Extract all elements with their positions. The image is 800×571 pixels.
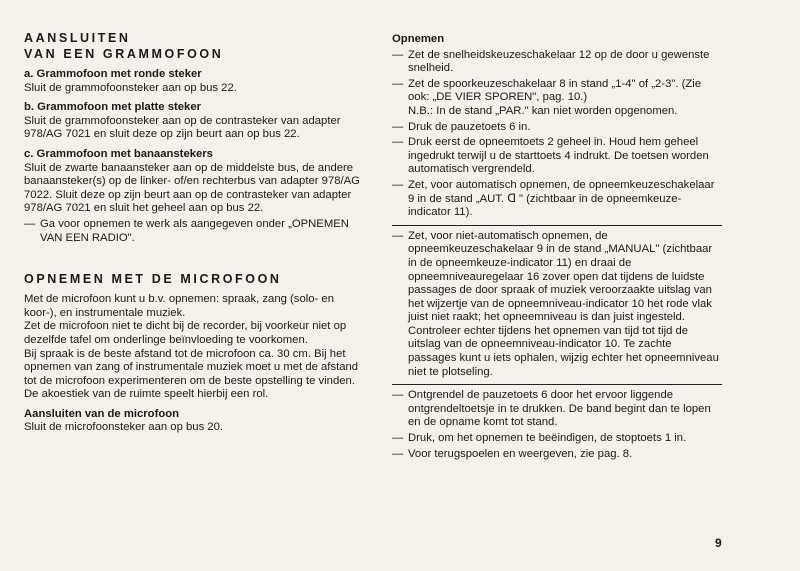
paragraph-b: Sluit de grammofoonsteker aan op de contrasteker van adapter 978/AG 7021 en sluit deze op zijn beurt aan op bus 22. [24,114,341,141]
bullet-radio [24,218,364,245]
divider-1 [392,225,722,226]
dash: — [392,447,404,460]
dash: — [392,389,404,402]
right-column [392,33,722,461]
paragraph-mic-4: Sluit de microfoonsteker aan op bus 20. [24,421,224,434]
left-column [24,30,364,435]
dash: — [392,77,404,90]
bullet-text: Ga voor opnemen te werk als aangegeven onder „OPNEMEN VAN EEN RADIO". [40,217,349,244]
bullet-8 [392,432,722,446]
subheading-mic: Aansluiten van de microfoon [24,407,180,420]
paragraph-mic-3: Bij spraak is de beste afstand tot de microfoon ca. 30 cm. Bij het opnemen van zang of instrumentale muziek moet u met de afstand tot de microfoon experimenteren om de beste opstelling te vinden. De akoestiek van de ruimte speelt hierbij een rol. [24,347,359,401]
bullet-text: Druk eerst de opneemtoets 2 geheel in. Houd hem geheel ingedrukt terwijl u de starttoets 4 indrukt. De toetsen worden automatisch vergrendeld. [408,136,709,176]
bullet-6 [392,230,722,380]
dash: — [392,136,404,149]
dash: — [24,217,36,230]
dash: — [392,432,404,445]
bullet-5 [392,179,722,220]
paragraph-c: Sluit de zwarte banaansteker aan op de middelste bus, de andere banaansteker(s) op de linker- of/en rechterbus van adapter 978/AG 7022. Sluit deze op zijn beurt aan op de contrasteker van adapter 978/AG 7021 en sluit het geheel aan op bus 22. [24,161,360,215]
dash: — [392,48,404,61]
bullet-text: Zet de spoorkeuzeschakelaar 8 in stand „1-4" of „2-3". (Zie ook: „DE VIER SPOREN", pag. 10.) [408,77,702,104]
section-heading-microfoon: OPNEMEN MET DE MICROFOON [24,272,282,287]
subheading-c: c. Grammofoon met banaanstekers [24,147,213,160]
bullet-text: Ontgrendel de pauzetoets 6 door het ervoor liggende ontgrendeltoetsje in te drukken. De band begint dan te lopen en de opname komt tot stand. [408,389,711,429]
bullet-2 [392,78,722,119]
subheading-b: b. Grammofoon met platte steker [24,101,202,114]
dash: — [392,120,404,133]
bullet-text: Voor terugspoelen en weergeven, zie pag. 8. [408,447,633,460]
bullet-1 [392,49,722,76]
paragraph-mic-2: Zet de microfoon niet te dicht bij de recorder, bij voorkeur niet op dezelfde tafel om onderlinge beïnvloeding te voorkomen. [24,320,347,346]
paragraph-a: Sluit de grammofoonsteker aan op bus 22. [24,81,237,94]
bullet-text: Zet de snelheidskeuzeschakelaar 12 op de door u gewenste snelheid. [408,48,710,75]
bullet-4 [392,136,722,177]
section-heading-grammofoon-1: AANSLUITEN [24,31,131,45]
bullet-3 [392,121,722,135]
page-number: 9 [715,536,722,550]
bullet-text: Druk, om het opnemen te beëindigen, de stoptoets 1 in. [408,432,687,445]
note-text: N.B.: In de stand „PAR." kan niet worden opgenomen. [408,104,678,117]
section-heading-grammofoon-2: VAN EEN GRAMMOFOON [24,47,224,61]
bullet-text-group [408,78,722,119]
bullet-text: Zet, voor niet-automatisch opnemen, de opneemkeuzeschakelaar 9 in de stand „MANUAL" (zichtbaar in de opneemkeuze-indicator 11) en draai de opneemniveauregelaar 16 zover open dat tijdens de luidste passages de door spraak of muziek veroorzaakte uitslag van het wijzertje van de opneemniveau-indicator 10 het rode vlak juist niet raakt; het opneemniveau is dan juist ingesteld. Controleer echter tijdens het opnemen van tijd tot tijd de uitslag van de opneemniveau-indicator 10. Te zachte passages kunt u iets ophalen, wijzig echter het opneemniveau niet te plotseling. [408,229,719,378]
paragraph-mic-1: Met de microfoon kunt u b.v. opnemen: spraak, zang (solo- en koor-), en instrumentale muziek. [24,293,334,319]
bullet-9 [392,448,722,462]
divider-2 [392,384,722,385]
bullet-text: Druk de pauzetoets 6 in. [408,120,531,133]
bullet-7 [392,389,722,430]
dash: — [392,229,404,242]
dash: — [392,178,404,191]
subheading-a: a. Grammofoon met ronde steker [24,68,202,80]
bullet-text: Zet, voor automatisch opnemen, de opneemkeuzeschakelaar 9 in de stand „AUT. ᗡ " (zichtbaar in de opneemkeuze-indicator 11). [408,178,715,219]
subheading-opnemen: Opnemen [392,33,445,45]
